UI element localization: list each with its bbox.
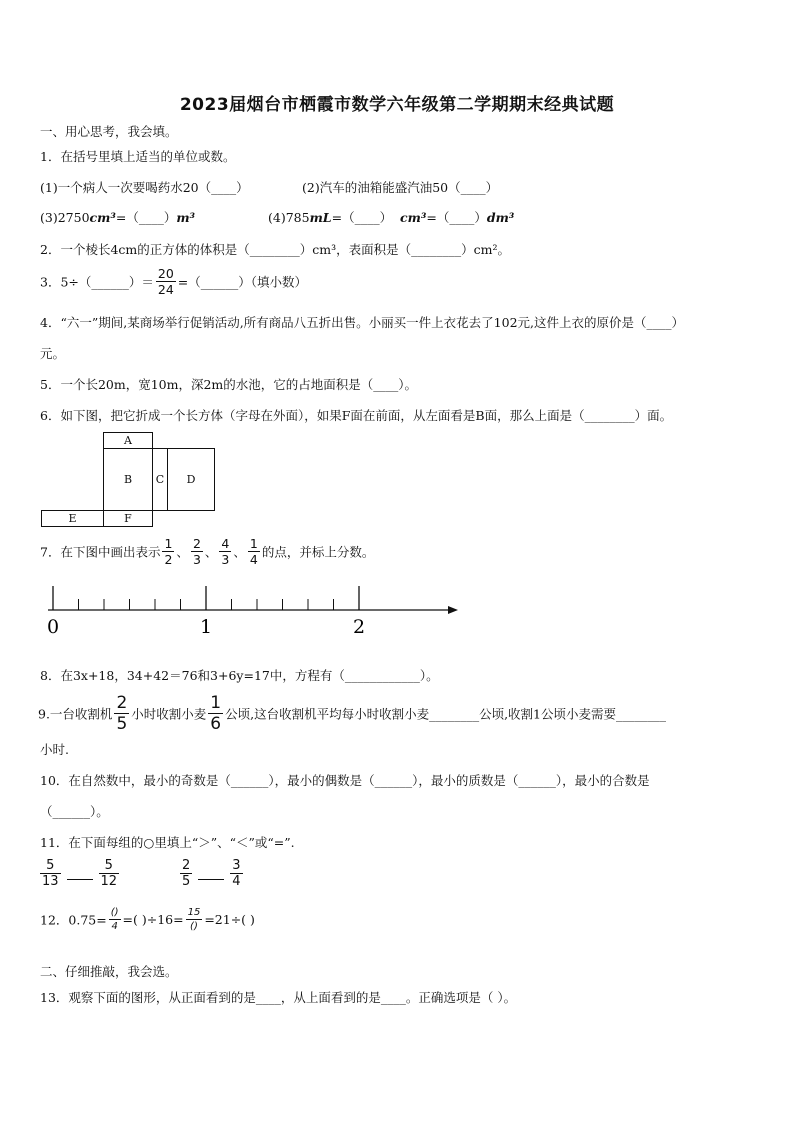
q7-f2-num: 2 xyxy=(192,536,201,551)
q9-f1-num: 2 xyxy=(116,693,128,713)
question-13: 13．观察下面的图形，从正面看到的是____，从上面看到的是____。正确选项是（ ）。 xyxy=(40,990,517,1005)
net-face-f: F xyxy=(103,510,153,527)
q3-fraction-num: 20 xyxy=(157,266,174,281)
q11-p2-b-num: 3 xyxy=(232,858,241,873)
q3-pre: 3．5÷（______）＝ xyxy=(40,274,154,290)
question-1: 1．在括号里填上适当的单位或数。 xyxy=(40,149,236,164)
q7-f3-num: 4 xyxy=(221,536,230,551)
number-line-ticks xyxy=(53,586,359,610)
q9-f2-den: 6 xyxy=(210,714,222,734)
q12-fraction-2 xyxy=(186,906,203,933)
q3-fraction xyxy=(156,266,176,297)
question-2: 2．一个棱长4cm的正方体的体积是（________）cm³，表面积是（________）cm²。 xyxy=(40,242,510,257)
question-9-line-2: 小时. xyxy=(40,742,69,757)
question-7 xyxy=(40,536,374,567)
q12-f2-den: () xyxy=(190,921,198,932)
question-3 xyxy=(40,266,307,297)
q7-sep-3: 、 xyxy=(233,544,246,560)
q9-pre: 9.一台收割机 xyxy=(38,706,113,722)
question-6: 6．如下图，把它折成一个长方体（字母在外面），如果F面在前面，从左面看是B面，那么上面是（________）面。 xyxy=(40,408,673,423)
q7-f1-den: 2 xyxy=(164,552,173,567)
q11-p2-frac-a xyxy=(180,858,192,889)
q11-p2-frac-b xyxy=(230,858,242,889)
q12-fraction-1 xyxy=(109,906,121,933)
q7-f1-num: 1 xyxy=(164,536,173,551)
q7-fraction-4 xyxy=(248,536,260,567)
q1d-unit1: mL xyxy=(309,210,332,225)
q9-post: 公顷,这台收割机平均每小时收割小麦________公顷,收割1公顷小麦需要________ xyxy=(225,706,667,722)
q11-p1-b-den: 12 xyxy=(100,874,118,889)
q1d-unit3: dm³ xyxy=(486,210,515,225)
q12-mid: =( )÷16= xyxy=(122,912,184,927)
q11-p2-blank[interactable] xyxy=(198,867,224,881)
section-heading-1: 一、用心思考，我会填。 xyxy=(40,124,178,139)
net-face-d: D xyxy=(167,448,215,511)
net-face-a: A xyxy=(103,432,153,449)
q12-f1-den: 4 xyxy=(111,921,118,932)
q7-sep-2: 、 xyxy=(204,544,218,560)
q7-post: 的点，并标上分数。 xyxy=(261,544,375,560)
q11-p1-b-num: 5 xyxy=(99,858,120,874)
q7-f2-den: 3 xyxy=(192,552,201,567)
q1d-mid: =（____） xyxy=(331,210,393,225)
q7-f4-num: 1 xyxy=(249,536,258,551)
q9-mid: 小时收割小麦 xyxy=(131,706,207,722)
number-line-label-2: 2 xyxy=(352,616,366,638)
q12-post: =21÷( ) xyxy=(204,912,255,927)
q1c-mid: =（____） xyxy=(115,210,177,225)
q3-fraction-den: 24 xyxy=(157,282,174,297)
q7-fraction-1 xyxy=(162,536,174,567)
q12-pre: 12．0.75= xyxy=(40,912,107,928)
section-heading-2: 二、仔细推敲，我会选。 xyxy=(40,964,178,979)
q1c-pre: (3)2750 xyxy=(40,210,90,225)
q12-f2-num: 15 xyxy=(187,907,201,918)
q11-p2-a-den: 5 xyxy=(182,874,191,889)
question-1-part-1: (1)一个病人一次要喝药水20（____） xyxy=(40,180,249,195)
q12-f1-num: () xyxy=(110,907,119,918)
question-5: 5．一个长20m，宽10m，深2m的水池，它的占地面积是（____）。 xyxy=(40,377,418,392)
number-line-label-0: 0 xyxy=(46,616,60,638)
number-line xyxy=(40,582,470,642)
q11-p1-a-num: 5 xyxy=(40,858,61,874)
q11-p2-b-den: 4 xyxy=(232,874,241,889)
question-1-part-2: (2)汽车的油箱能盛汽油50（____） xyxy=(302,180,499,195)
question-1-part-4 xyxy=(268,208,514,226)
q1c-unit2: m³ xyxy=(176,210,196,225)
q11-p1-frac-b xyxy=(99,858,120,889)
q11-p1-blank[interactable] xyxy=(67,867,93,881)
q9-fraction-2 xyxy=(208,693,223,734)
q7-sep-1: 、 xyxy=(176,544,189,560)
net-face-e: E xyxy=(41,510,104,527)
question-12 xyxy=(40,906,255,933)
q7-fraction-2 xyxy=(191,536,203,567)
net-face-b: B xyxy=(103,448,153,511)
question-11: 11．在下面每组的○里填上“＞”、“＜”或“=”. xyxy=(40,835,295,850)
question-8: 8．在3x+18，34+42＝76和3+6y=17中，方程有（____________）。 xyxy=(40,668,439,683)
q11-p2-a-num: 2 xyxy=(182,858,191,873)
q1d-pre: (4)785 xyxy=(268,210,310,225)
number-line-label-1: 1 xyxy=(199,616,213,638)
q9-f2-num: 1 xyxy=(210,693,222,713)
q11-p1-frac-a xyxy=(40,858,61,889)
question-9 xyxy=(38,693,666,734)
q11-pair-2 xyxy=(178,858,245,889)
q11-p1-a-den: 13 xyxy=(42,874,59,889)
page-title: 2023届烟台市栖霞市数学六年级第二学期期末经典试题 xyxy=(179,95,615,115)
question-4-line-1: 4．“六一”期间,某商场举行促销活动,所有商品八五折出售。小丽买一件上衣花去了102元,这件上衣的原价是（____） xyxy=(40,315,685,330)
q7-fraction-3 xyxy=(219,536,231,567)
q1c-unit1: cm³ xyxy=(89,210,116,225)
net-face-c: C xyxy=(152,448,168,511)
q11-pair-1 xyxy=(38,858,121,889)
q9-fraction-1 xyxy=(114,693,129,734)
number-line-arrow xyxy=(448,606,458,614)
q7-f4-den: 4 xyxy=(249,552,258,567)
question-10-line-1: 10．在自然数中，最小的奇数是（______），最小的偶数是（______），最小的质数是（______），最小的合数是 xyxy=(40,773,650,788)
q7-pre: 7．在下图中画出表示 xyxy=(40,544,161,560)
question-4-line-2: 元。 xyxy=(40,346,66,361)
question-10-line-2: （______）。 xyxy=(40,804,109,819)
q7-f3-den: 3 xyxy=(221,552,230,567)
q3-post: =（______）（填小数） xyxy=(177,274,308,290)
q9-f1-den: 5 xyxy=(116,714,128,734)
q1d-mid2: =（____） xyxy=(426,210,487,225)
q1d-unit2: cm³ xyxy=(400,210,427,225)
question-1-part-3 xyxy=(40,208,195,226)
